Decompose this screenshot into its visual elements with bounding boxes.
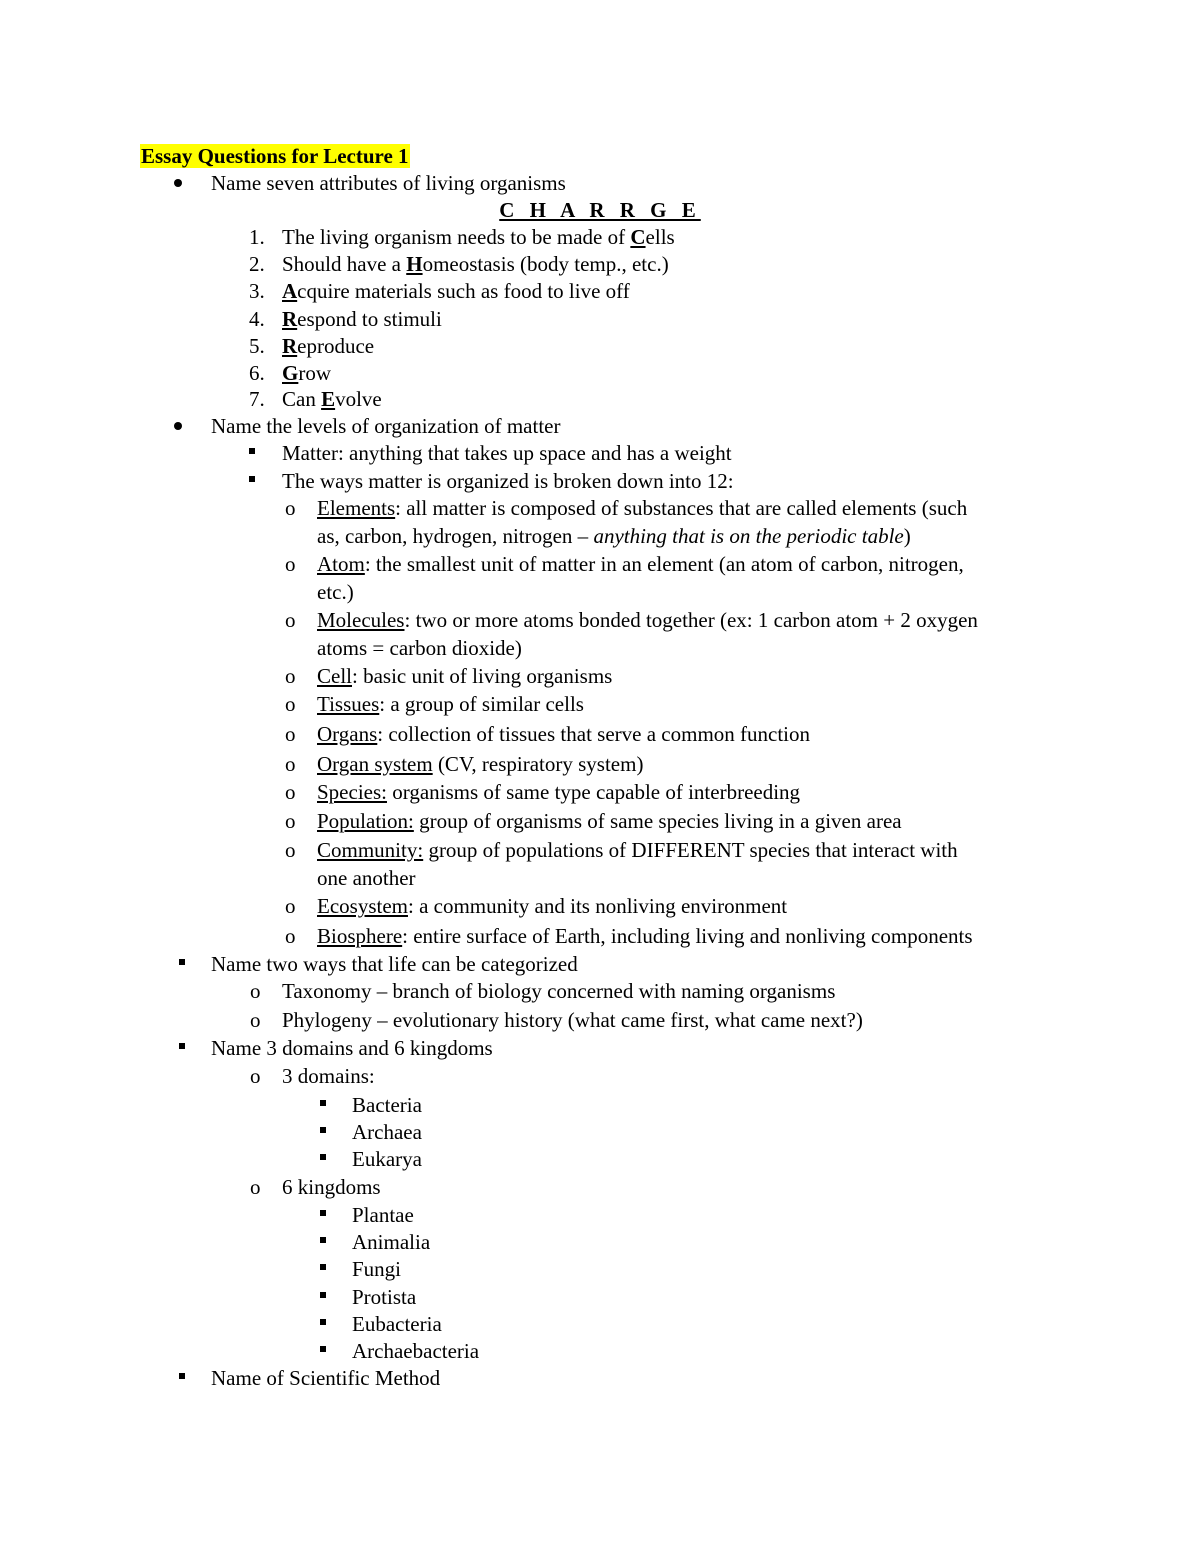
attribute-item: [282, 224, 675, 250]
domain-item: Archaea: [352, 1120, 422, 1144]
item-number: 3.: [249, 279, 265, 303]
square-bullet-icon: [249, 476, 255, 482]
circle-bullet-icon: o: [285, 809, 296, 833]
attribute-text: The living organism needs to be made of: [282, 225, 631, 249]
level-item: [317, 495, 967, 521]
bullet-dot-icon: [174, 422, 182, 430]
domain-item: Eukarya: [352, 1147, 422, 1171]
level-definition: : collection of tissues that serve a common function: [377, 722, 811, 746]
level-term: Biosphere: [317, 924, 403, 948]
attribute-text: eproduce: [297, 334, 375, 358]
circle-bullet-icon: o: [285, 894, 296, 918]
level-definition: : the smallest unit of matter in an element (an atom of carbon, nitrogen,: [364, 552, 964, 576]
circle-bullet-icon: o: [285, 780, 296, 804]
circle-bullet-icon: o: [285, 552, 296, 576]
attribute-item: [282, 278, 630, 304]
square-bullet-icon: [320, 1346, 326, 1352]
level-item: [317, 923, 973, 949]
mnemonic-letter: R: [282, 334, 298, 358]
square-bullet-icon: [249, 448, 255, 454]
square-bullet-icon: [320, 1100, 326, 1106]
circle-bullet-icon: o: [285, 664, 296, 688]
kingdom-item: Protista: [352, 1285, 417, 1309]
matter-definition: Matter: anything that takes up space and has a weight: [282, 441, 732, 465]
level-definition: : a group of similar cells: [379, 692, 584, 716]
item-number: 1.: [249, 225, 265, 249]
level-term: Ecosystem: [317, 894, 408, 918]
category-item: Phylogeny – evolutionary history (what came first, what came next?): [282, 1008, 863, 1032]
circle-bullet-icon: o: [285, 692, 296, 716]
mnemonic-letter: A: [282, 279, 298, 303]
category-item: Taxonomy – branch of biology concerned with naming organisms: [282, 979, 836, 1003]
square-bullet-icon: [320, 1264, 326, 1270]
question-4: Name 3 domains and 6 kingdoms: [211, 1036, 493, 1060]
level-item: [317, 751, 643, 777]
item-number: 5.: [249, 334, 265, 358]
level-definition: : basic unit of living organisms: [352, 664, 613, 688]
level-item: [317, 779, 800, 805]
level-term: Cell: [317, 664, 352, 688]
kingdom-item: Fungi: [352, 1257, 402, 1281]
domain-item: Bacteria: [352, 1093, 422, 1117]
level-item: [317, 721, 810, 747]
level-term: Species:: [317, 780, 387, 804]
mnemonic-letter: E: [321, 387, 336, 411]
attribute-text: Should have a: [282, 252, 407, 276]
circle-bullet-icon: o: [250, 979, 261, 1003]
square-bullet-icon: [320, 1127, 326, 1133]
square-bullet-icon: [320, 1154, 326, 1160]
question-1: Name seven attributes of living organisms: [211, 171, 566, 195]
level-item: [317, 663, 612, 689]
bullet-dot-icon: [174, 179, 182, 187]
attribute-text: omeostasis (body temp., etc.): [422, 252, 669, 276]
mnemonic-letter: R: [282, 307, 298, 331]
question-2: Name the levels of organization of matter: [211, 414, 561, 438]
level-item: [317, 691, 584, 717]
kingdoms-label: 6 kingdoms: [282, 1175, 381, 1199]
square-bullet-icon: [179, 1373, 185, 1379]
attribute-text: row: [298, 361, 332, 385]
item-number: 7.: [249, 387, 265, 411]
level-definition: : entire surface of Earth, including living and nonliving components: [402, 924, 973, 948]
square-bullet-icon: [179, 959, 185, 965]
attribute-item: [282, 306, 442, 332]
level-definition-italic: anything that is on the periodic table: [593, 524, 904, 548]
level-item: [317, 607, 978, 633]
item-number: 6.: [249, 361, 265, 385]
attribute-text: Can: [282, 387, 322, 411]
mnemonic-letter: C: [630, 225, 646, 249]
circle-bullet-icon: o: [285, 496, 296, 520]
level-definition: ): [903, 524, 911, 548]
kingdom-item: Animalia: [352, 1230, 431, 1254]
level-term: Population:: [317, 809, 414, 833]
circle-bullet-icon: o: [250, 1064, 261, 1088]
domains-label: 3 domains:: [282, 1064, 375, 1088]
level-item-continued: etc.): [317, 580, 354, 604]
kingdom-item: Eubacteria: [352, 1312, 442, 1336]
circle-bullet-icon: o: [250, 1175, 261, 1199]
attribute-text: espond to stimuli: [297, 307, 442, 331]
level-item: [317, 837, 958, 863]
level-term: Atom: [317, 552, 365, 576]
square-bullet-icon: [320, 1319, 326, 1325]
circle-bullet-icon: o: [250, 1008, 261, 1032]
mnemonic-letter: G: [282, 361, 299, 385]
attribute-item: [282, 360, 331, 386]
square-bullet-icon: [320, 1292, 326, 1298]
document-title: Essay Questions for Lecture 1: [141, 144, 409, 168]
level-definition: group of populations of DIFFERENT species that interact with: [423, 838, 958, 862]
circle-bullet-icon: o: [285, 608, 296, 632]
mnemonic: C H A R R G E: [499, 198, 701, 222]
level-definition: as, carbon, hydrogen, nitrogen –: [317, 524, 594, 548]
attribute-text: ells: [645, 225, 675, 249]
level-item-continued: atoms = carbon dioxide): [317, 636, 522, 660]
item-number: 4.: [249, 307, 265, 331]
attribute-text: volve: [335, 387, 382, 411]
question-3: Name two ways that life can be categorized: [211, 952, 578, 976]
attribute-item: [282, 251, 669, 277]
level-term: Elements: [317, 496, 396, 520]
level-item: [317, 893, 787, 919]
level-term: Molecules: [317, 608, 405, 632]
level-definition: (CV, respiratory system): [432, 752, 644, 776]
level-item-continued: one another: [317, 866, 416, 890]
level-term: Tissues: [317, 692, 380, 716]
square-bullet-icon: [320, 1210, 326, 1216]
mnemonic-letter: H: [406, 252, 423, 276]
level-definition: organisms of same type capable of interbreeding: [386, 780, 801, 804]
level-term: Community:: [317, 838, 424, 862]
square-bullet-icon: [179, 1043, 185, 1049]
level-definition: : a community and its nonliving environment: [407, 894, 788, 918]
level-definition: : two or more atoms bonded together (ex: 1 carbon atom + 2 oxygen: [404, 608, 978, 632]
attribute-item: [282, 386, 382, 412]
item-number: 2.: [249, 252, 265, 276]
matter-organization: The ways matter is organized is broken down into 12:: [282, 469, 734, 493]
circle-bullet-icon: o: [285, 752, 296, 776]
kingdom-item: Plantae: [352, 1203, 414, 1227]
level-item-continued: [317, 523, 911, 549]
attribute-item: [282, 333, 374, 359]
circle-bullet-icon: o: [285, 838, 296, 862]
square-bullet-icon: [320, 1237, 326, 1243]
level-definition: group of organisms of same species living in a given area: [413, 809, 902, 833]
circle-bullet-icon: o: [285, 722, 296, 746]
level-item: [317, 808, 902, 834]
level-term: Organs: [317, 722, 378, 746]
attribute-text: cquire materials such as food to live off: [297, 279, 630, 303]
level-item: [317, 551, 964, 577]
level-definition: : all matter is composed of substances that are called elements (such: [395, 496, 968, 520]
level-term: Organ system: [317, 752, 433, 776]
question-5: Name of Scientific Method: [211, 1366, 441, 1390]
kingdom-item: Archaebacteria: [352, 1339, 480, 1363]
circle-bullet-icon: o: [285, 924, 296, 948]
